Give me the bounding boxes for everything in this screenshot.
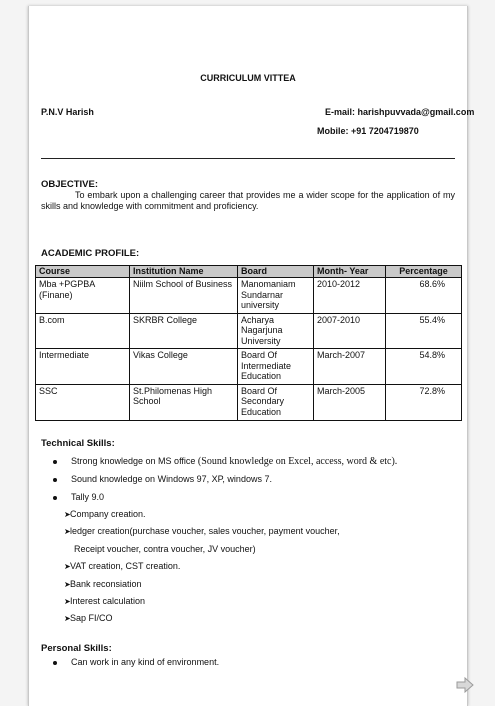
list-item-text-serif: (Sound knowledge on Excel, access, word & etc). bbox=[197, 456, 398, 467]
sub-list-item bbox=[64, 579, 142, 589]
technical-skills-heading: Technical Skills: bbox=[41, 438, 115, 449]
table-cell: Mba +PGPBA (Finane) bbox=[36, 278, 130, 314]
sub-list-item bbox=[64, 596, 145, 606]
list-item-text: Sound knowledge on Windows 97, XP, windows 7. bbox=[71, 474, 272, 484]
column-header-percentage: Percentage bbox=[386, 266, 462, 278]
sub-item-text: ledger creation(purchase voucher, sales voucher, payment voucher, bbox=[70, 526, 340, 536]
column-header-course: Course bbox=[36, 266, 130, 278]
column-header-month-year: Month- Year bbox=[314, 266, 386, 278]
table-cell: 2007-2010 bbox=[314, 313, 386, 349]
table-cell: Manomaniam Sundarnar university bbox=[238, 278, 314, 314]
arrow-bullet-icon: ➤ bbox=[64, 562, 71, 571]
candidate-name: P.N.V Harish bbox=[41, 107, 94, 117]
column-header-board: Board bbox=[238, 266, 314, 278]
header-divider bbox=[41, 158, 455, 159]
arrow-bullet-icon: ➤ bbox=[64, 580, 71, 589]
table-cell: Intermediate bbox=[36, 349, 130, 385]
objective-text: To embark upon a challenging career that provides me a wider scope for the application of my skills and knowledge with commitment and proficiency. bbox=[41, 190, 455, 211]
mobile-text: Mobile: +91 7204719870 bbox=[317, 126, 419, 136]
table-cell: SKRBR College bbox=[130, 313, 238, 349]
list-item bbox=[55, 657, 219, 667]
table-cell: Niilm School of Business bbox=[130, 278, 238, 314]
academic-heading: ACADEMIC PROFILE: bbox=[41, 248, 140, 259]
objective-heading: OBJECTIVE: bbox=[41, 179, 99, 190]
sub-list-item bbox=[64, 526, 340, 536]
list-item bbox=[55, 456, 397, 467]
academic-table bbox=[35, 265, 462, 421]
sub-list-item bbox=[64, 613, 113, 623]
table-cell: B.com bbox=[36, 313, 130, 349]
arrow-bullet-icon: ➤ bbox=[64, 614, 71, 623]
sub-item-text: VAT creation, CST creation. bbox=[70, 561, 181, 571]
table-row bbox=[36, 278, 462, 314]
table-row bbox=[36, 313, 462, 349]
table-cell: Board Of Intermediate Education bbox=[238, 349, 314, 385]
table-header-row bbox=[36, 266, 462, 278]
table-row bbox=[36, 349, 462, 385]
column-header-institution: Institution Name bbox=[130, 266, 238, 278]
table-cell: St.Philomenas High School bbox=[130, 384, 238, 420]
table-cell: 2010-2012 bbox=[314, 278, 386, 314]
sub-item-text: Interest calculation bbox=[70, 596, 146, 606]
email-text: E-mail: harishpuvvada@gmail.com bbox=[325, 107, 475, 117]
table-cell: 54.8% bbox=[386, 349, 462, 385]
arrow-bullet-icon: ➤ bbox=[64, 597, 71, 606]
sub-item-text: Sap FI/CO bbox=[70, 613, 113, 623]
table-cell: Vikas College bbox=[130, 349, 238, 385]
table-cell: 68.6% bbox=[386, 278, 462, 314]
next-page-arrow-icon[interactable] bbox=[456, 677, 474, 693]
table-cell: 55.4% bbox=[386, 313, 462, 349]
list-item-text: Can work in any kind of environment. bbox=[71, 657, 220, 667]
page-title: CURRICULUM VITTEA bbox=[200, 73, 296, 83]
sub-list-item bbox=[64, 561, 180, 571]
table-cell: March-2007 bbox=[314, 349, 386, 385]
list-item bbox=[55, 492, 104, 502]
arrow-bullet-icon: ➤ bbox=[64, 527, 71, 536]
sub-item-continuation: Receipt voucher, contra voucher, JV voucher) bbox=[74, 544, 256, 554]
sub-list-item bbox=[64, 509, 146, 519]
arrow-bullet-icon: ➤ bbox=[64, 510, 71, 519]
sub-item-text: Company creation. bbox=[70, 509, 146, 519]
resume-page bbox=[28, 6, 475, 706]
list-item-text: Strong knowledge on MS office bbox=[71, 456, 198, 466]
personal-skills-heading: Personal Skills: bbox=[41, 643, 112, 654]
table-cell: 72.8% bbox=[386, 384, 462, 420]
list-item-text: Tally 9.0 bbox=[71, 492, 105, 502]
list-item bbox=[55, 474, 272, 484]
table-cell: SSC bbox=[36, 384, 130, 420]
table-row bbox=[36, 384, 462, 420]
table-cell: Acharya Nagarjuna University bbox=[238, 313, 314, 349]
table-cell: Board Of Secondary Education bbox=[238, 384, 314, 420]
table-cell: March-2005 bbox=[314, 384, 386, 420]
sub-item-text: Bank reconsiation bbox=[70, 579, 142, 589]
